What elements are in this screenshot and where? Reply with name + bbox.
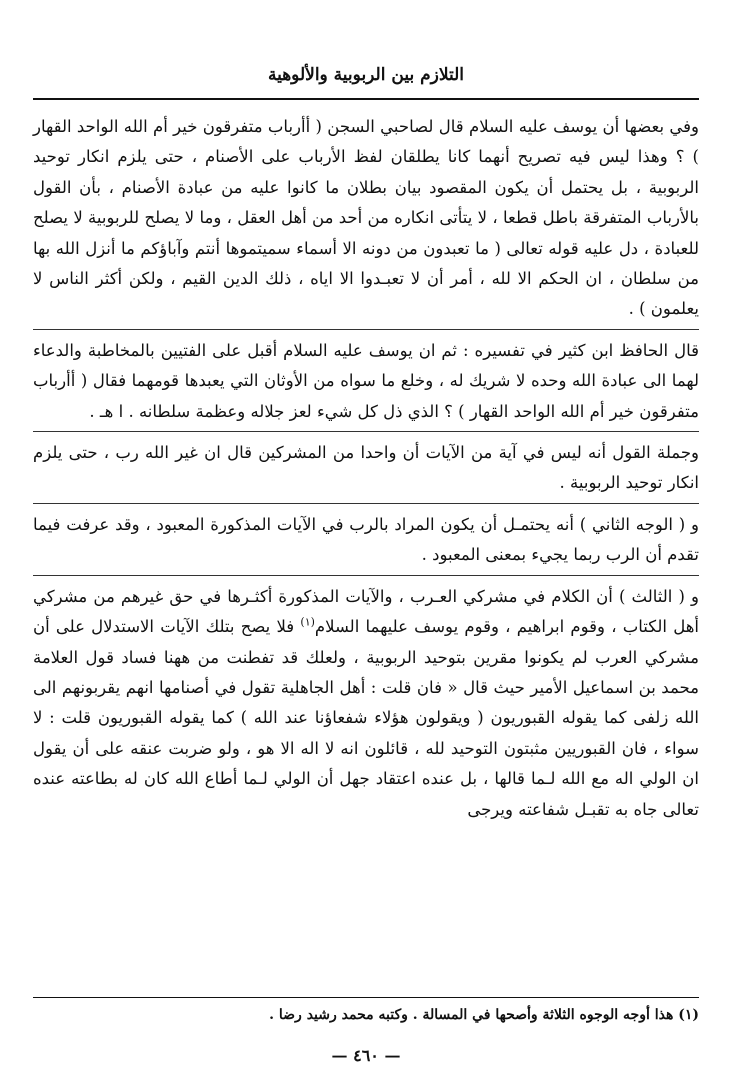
paragraph-divider — [33, 329, 699, 330]
footnote-marker: (١) — [300, 615, 315, 629]
paragraph-4: و ( الوجه الثاني ) أنه يحتمـل أن يكون المراد بالرب في الآيات المذكورة المعبود ، وقد عرفت فيما تقدم أن الرب ربما يجيء بمعنى المعبود . — [33, 514, 699, 565]
paragraph-5 — [33, 582, 699, 825]
page-number: — ٤٦٠ — — [331, 1046, 401, 1065]
footnote: (١) هذا أوجه الوجوه الثلاثة وأصحها في المسالة . وكتبه محمد رشيد رضا . — [269, 1007, 699, 1023]
paragraph-1: وفي بعضها أن يوسف عليه السلام قال لصاحبي السجن ( أأرباب متفرقون خير أم الله الواحد القهار ) ؟ وهذا ليس فيه تصريح أنهما كانا يطلقان لفظ الأرباب على الأصنام ، حتى يلزم انكار توحيد الربوبية ، بل يحتمل أن يكون المقصود بيان بطلان ما كانوا عليه من عبادة الأصنام ، بأن القول بالأرباب المتفرقة باطل قطعا ، لا يتأتى انكاره من أحد من أهل العقل ، وما لا يصلح للربوبية لا يصلح للعبادة ، دل عليه قوله تعالى ( ما تعبدون من دونه الا أسماء سميتموها أنتم وآباؤكم ما أنزل الله بها من سلطان ، ان الحكم الا لله ، أمر أن لا تعبـدوا الا اياه ، ذلك الدين القيم ، ولكن أكثر الناس لا يعلمون ) . — [33, 117, 699, 319]
paragraph-2: قال الحافظ ابن كثير في تفسيره : ثم ان يوسف عليه السلام أقبل على الفتيين بالمخاطبة والدعاء لهما الى عبادة الله وحده لا شريك له ، وخلع ما سواه من الأوثان التي يعبدها قومهما فقال ( أأرباب متفرقون خير أم الله الواحد القهار ) ؟ الذي ذل كل شيء لعز جلاله وعظمة سلطانه . ا هـ . — [33, 340, 699, 421]
paragraph-5-part-2: فلا يصح بتلك الآيات الاستدلال على أن مشركي العرب لم يكونوا مقرين بتوحيد الربوبية ، ولعلك قد تفطنت من ههنا فساد قول العلامة محمد بن اسماعيل الأمير حيث قال « فان قلت : أهل الجاهلية تقول في أصنامها انهم يقربونهم الى الله زلفى كما يقوله القبوريون ( ويقولون هؤلاء شفعاؤنا عند الله ) كما يقوله القبوريون قلت : لا سواء ، فان القبوريين مثبتون التوحيد لله ، قائلون انه لا اله الا هو ، ولو ضربت عنقه على أن يقول ان الولي اله مع الله لـما قالها ، بل عنده اعتقاد جهل أن الولي لـما أطاع الله كان له بطاعته عنده تعالى جاه به تقبـل شفاعته ويرجى — [33, 617, 699, 819]
paragraph-divider — [33, 431, 699, 432]
footnote-divider — [33, 997, 699, 998]
running-header-title: التلازم بين الربوبية والألوهية — [267, 65, 465, 85]
header-divider — [33, 98, 699, 100]
body-text — [33, 112, 699, 825]
paragraph-divider — [33, 503, 699, 504]
paragraph-divider — [33, 575, 699, 576]
paragraph-5-part-1: و ( الثالث ) أن الكلام في مشركي العـرب ، والآيات المذكورة أكثـرها في حق غيرهم من مشركي أهل الكتاب ، وقوم ابراهيم ، وقوم يوسف عليهما السلام — [33, 586, 699, 637]
paragraph-3: وجملة القول أنه ليس في آية من الآيات أن واحدا من المشركين قال ان غير الله رب ، حتى يلزم انكار توحيد الربوبية . — [33, 443, 699, 493]
